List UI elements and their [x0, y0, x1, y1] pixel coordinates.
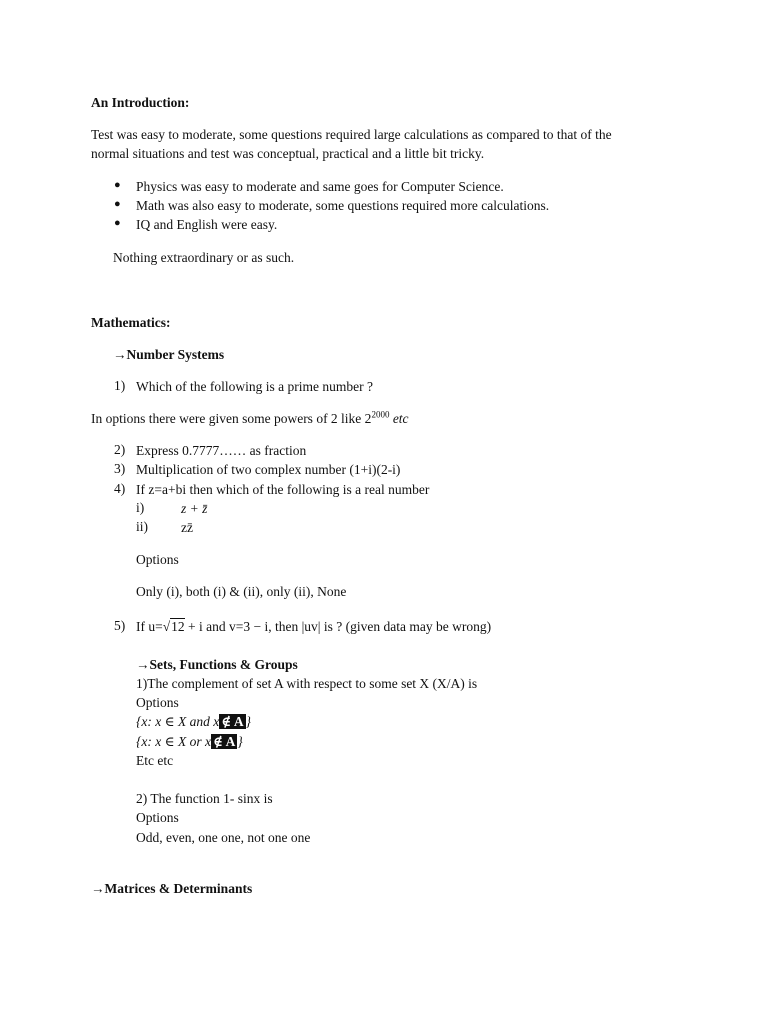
arrow-right-icon: →: [136, 657, 150, 672]
sub-item-number: i): [136, 500, 145, 515]
arrow-right-icon: →: [113, 347, 127, 362]
intro-paragraph-line-2: normal situations and test was conceptual, practical and a little bit tricky.: [91, 146, 485, 161]
list-number: 1): [114, 378, 126, 393]
options-label: Options: [136, 810, 179, 825]
etc-text: Etc etc: [136, 753, 174, 768]
sub-item-number: ii): [136, 519, 148, 534]
sub-item-i: z + z̄: [181, 501, 208, 516]
question-5: If u=√12 + i and v=3 − i, then |uv| is ? (given data may be wrong): [136, 619, 492, 634]
intro-bullet-3: IQ and English were easy.: [136, 217, 278, 232]
intro-bullet-1: Physics was easy to moderate and same goes for Computer Science.: [136, 179, 504, 194]
set-option-1: {x: x ∈ X and x ∉ A }: [136, 714, 252, 729]
mathematics-heading: Mathematics:: [91, 315, 171, 330]
intro-heading: An Introduction:: [91, 95, 190, 110]
number-systems-heading: →Number Systems: [113, 347, 225, 362]
options-values: Only (i), both (i) & (ii), only (ii), None: [136, 584, 347, 599]
bullet-icon: ●: [114, 179, 121, 191]
bullet-icon: ●: [114, 198, 121, 210]
arrow-right-icon: →: [91, 881, 105, 896]
intro-closing: Nothing extraordinary or as such.: [113, 250, 295, 265]
options-values: Odd, even, one one, not one one: [136, 830, 311, 845]
sub-item-ii: zz̄: [181, 520, 193, 535]
options-label: Options: [136, 695, 179, 710]
sets-question-1: 1)The complement of set A with respect to some set X (X/A) is: [136, 676, 478, 691]
sets-question-2: 2) The function 1- sinx is: [136, 791, 273, 806]
sets-functions-groups-heading: →Sets, Functions & Groups: [136, 657, 298, 672]
matrices-determinants-heading: →Matrices & Determinants: [91, 881, 253, 896]
options-label: Options: [136, 552, 179, 567]
intro-paragraph-line-1: Test was easy to moderate, some questions required large calculations as compared to that of the: [91, 127, 612, 142]
question-3: Multiplication of two complex number (1+i)(2-i): [136, 462, 401, 477]
intro-bullet-2: Math was also easy to moderate, some questions required more calculations.: [136, 198, 550, 213]
question-2: Express 0.7777…… as fraction: [136, 443, 307, 458]
list-number: 5): [114, 618, 126, 633]
list-number: 4): [114, 481, 126, 496]
bullet-icon: ●: [114, 217, 121, 229]
list-number: 2): [114, 442, 126, 457]
options-note: In options there were given some powers of 2 like $2^{2000}$ etc: [91, 409, 409, 426]
list-number: 3): [114, 461, 126, 476]
question-4: If z=a+bi then which of the following is a real number: [136, 482, 430, 497]
question-1: Which of the following is a prime number ?: [136, 379, 373, 394]
set-option-2: {x: x ∈ X or x ∉ A }: [136, 734, 243, 749]
